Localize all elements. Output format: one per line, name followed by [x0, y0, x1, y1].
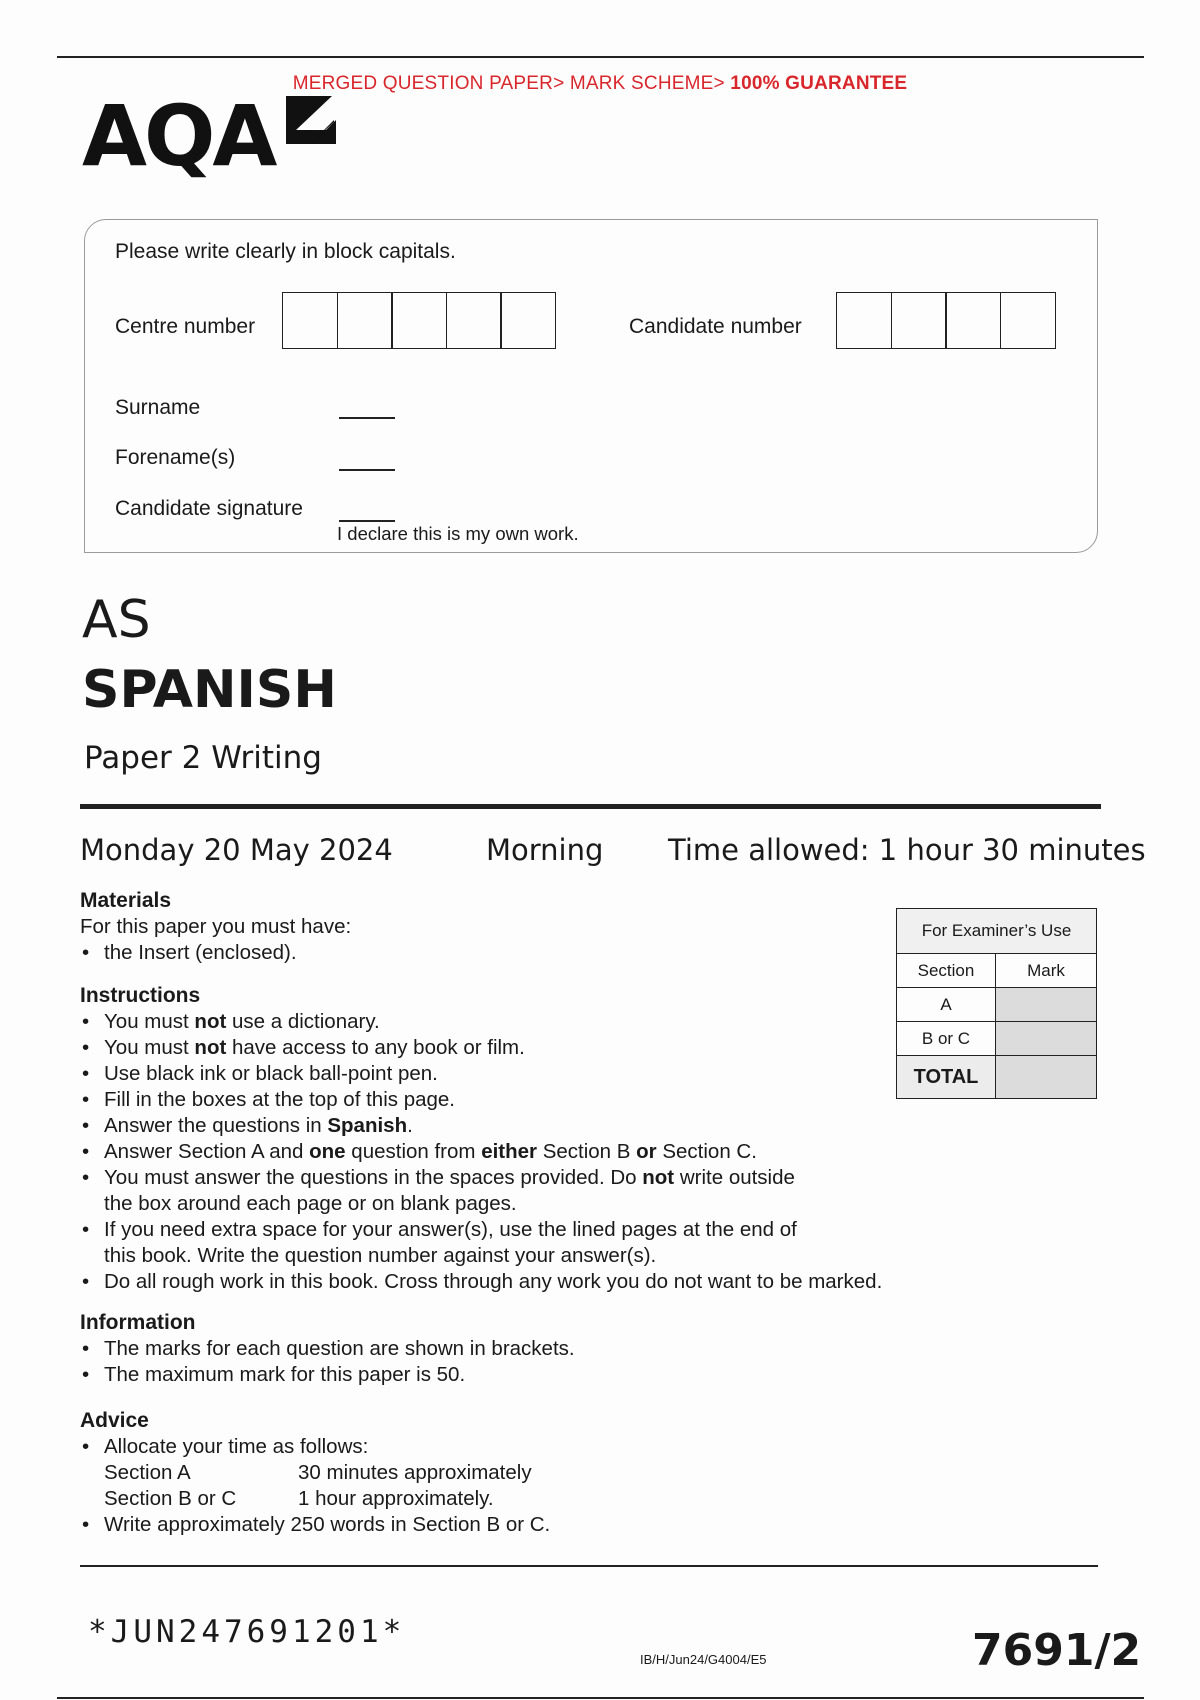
title-rule	[80, 804, 1101, 809]
materials-heading: Materials	[80, 889, 172, 912]
materials-item: • the Insert (enclosed).	[80, 940, 880, 966]
materials-intro: For this paper you must have:	[80, 915, 352, 938]
instruction-item: • Do all rough work in this book. Cross through any work you do not want to be marked.	[80, 1269, 910, 1295]
exam-date: Monday 20 May 2024	[80, 833, 393, 867]
time-allowed: Time allowed: 1 hour 30 minutes	[668, 833, 1146, 867]
section-b-c-mark	[996, 1022, 1097, 1056]
instruction-item: • If you need extra space for your answer(s), use the lined pages at the end of this book. Write the question number against your answer(s).	[80, 1217, 824, 1269]
logo-text: AQA	[82, 87, 275, 185]
qualification-level: AS	[82, 590, 151, 650]
surname-field[interactable]	[339, 417, 395, 419]
candidate-number-boxes[interactable]	[836, 292, 1056, 349]
logo-mark-icon	[282, 92, 342, 148]
top-rule	[57, 56, 1144, 58]
instruction-item: • Use black ink or black ball-point pen.	[80, 1061, 910, 1087]
total-mark	[996, 1056, 1097, 1099]
information-heading: Information	[80, 1311, 196, 1334]
instructions-heading: Instructions	[80, 984, 201, 1007]
advice-section	[80, 1408, 880, 1538]
advice-heading: Advice	[80, 1409, 149, 1432]
signature-field[interactable]	[339, 520, 395, 522]
paper-reference: IB/H/Jun24/G4004/E5	[640, 1652, 767, 1667]
instruction-item: • You must not have access to any book or film.	[80, 1035, 910, 1061]
instruction-item: • You must answer the questions in the spaces provided. Do not write outside the box around each page or on blank pages.	[80, 1165, 814, 1217]
subject-title: SPANISH	[82, 660, 337, 720]
information-item: • The marks for each question are shown in brackets.	[80, 1336, 880, 1362]
advice-item: • Write approximately 250 words in Section B or C.	[80, 1512, 880, 1538]
forenames-field[interactable]	[339, 469, 395, 471]
section-column-header: Section	[897, 954, 996, 988]
signature-label: Candidate signature	[115, 497, 303, 520]
paper-code: 7691/2	[972, 1625, 1142, 1676]
materials-section	[80, 888, 880, 966]
forenames-label: Forename(s)	[115, 446, 236, 469]
examiner-table-title: For Examiner’s Use	[897, 909, 1097, 954]
instruction-item: • You must not use a dictionary.	[80, 1009, 910, 1035]
instructions-section	[80, 983, 910, 1295]
centre-number-boxes[interactable]	[282, 292, 556, 349]
section-a-mark	[996, 988, 1097, 1022]
instruction-item: • Fill in the boxes at the top of this page.	[80, 1087, 910, 1113]
advice-item: • Allocate your time as follows:	[80, 1434, 880, 1460]
declaration-text: I declare this is my own work.	[337, 523, 579, 544]
information-section	[80, 1310, 880, 1388]
candidate-number-label: Candidate number	[629, 315, 802, 338]
section-b-c-label: B or C	[897, 1022, 996, 1056]
promo-banner: MERGED QUESTION PAPER> MARK SCHEME> 100% GUARANTEE	[292, 73, 908, 94]
examiner-use-table	[896, 908, 1097, 1099]
mark-column-header: Mark	[996, 954, 1097, 988]
information-item: • The maximum mark for this paper is 50.	[80, 1362, 880, 1388]
bottom-rule	[57, 1697, 1144, 1699]
paper-title: Paper 2 Writing	[84, 740, 322, 776]
footer-rule	[80, 1565, 1098, 1567]
section-a-label: A	[897, 988, 996, 1022]
centre-number-label: Centre number	[115, 315, 256, 338]
instruction-item: • Answer Section A and one question from either Section B or Section C.	[80, 1139, 910, 1165]
total-label: TOTAL	[897, 1056, 996, 1099]
time-row: Section A 30 minutes approximately	[104, 1461, 532, 1484]
block-capitals-instruction: Please write clearly in block capitals.	[115, 240, 456, 263]
barcode-text: *JUN247691201*	[88, 1614, 406, 1650]
surname-label: Surname	[115, 396, 201, 419]
exam-session: Morning	[486, 833, 604, 867]
instruction-item: • Answer the questions in Spanish.	[80, 1113, 910, 1139]
time-row: Section B or C 1 hour approximately.	[104, 1487, 494, 1510]
